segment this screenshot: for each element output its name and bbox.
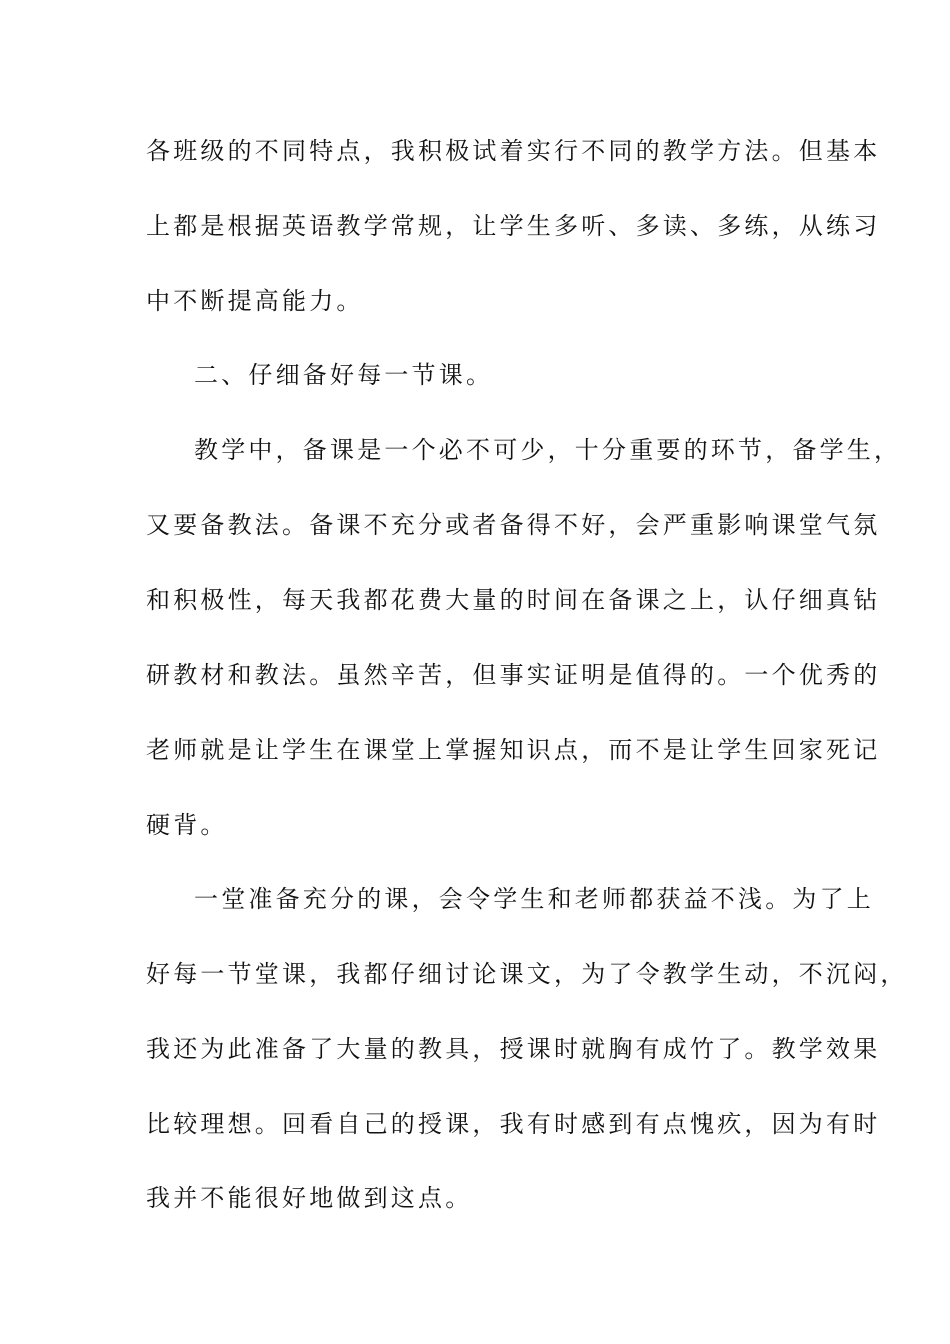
paragraph-line: 上都是根据英语教学常规，让学生多听、多读、多练，从练习 [146, 212, 881, 240]
paragraph-line: 又要备教法。备课不充分或者备得不好，会严重影响课堂气氛 [146, 511, 881, 539]
paragraph-line: 我还为此准备了大量的教具，授课时就胸有成竹了。教学效果 [146, 1035, 881, 1063]
paragraph-line: 我并不能很好地做到这点。 [146, 1184, 473, 1212]
paragraph-line: 研教材和教法。虽然辛苦，但事实证明是值得的。一个优秀的 [146, 661, 881, 689]
paragraph-line: 中不断提高能力。 [146, 287, 364, 315]
paragraph-line: 比较理想。回看自己的授课，我有时感到有点愧疚，因为有时 [146, 1110, 881, 1138]
paragraph-line: 一堂准备充分的课，会令学生和老师都获益不浅。为了上 [194, 885, 874, 913]
paragraph-line: 教学中，备课是一个必不可少，十分重要的环节，备学生， [194, 436, 902, 464]
paragraph-line: 硬背。 [146, 811, 228, 839]
paragraph-line: 和积极性，每天我都花费大量的时间在备课之上，认仔细真钻 [146, 586, 881, 614]
section-heading: 二、仔细备好每一节课。 [194, 361, 494, 389]
paragraph-line: 老师就是让学生在课堂上掌握知识点，而不是让学生回家死记 [146, 736, 881, 764]
paragraph-line: 各班级的不同特点，我积极试着实行不同的教学方法。但基本 [146, 137, 881, 165]
paragraph-line: 好每一节堂课，我都仔细讨论课文，为了令教学生动，不沉闷， [146, 960, 908, 988]
